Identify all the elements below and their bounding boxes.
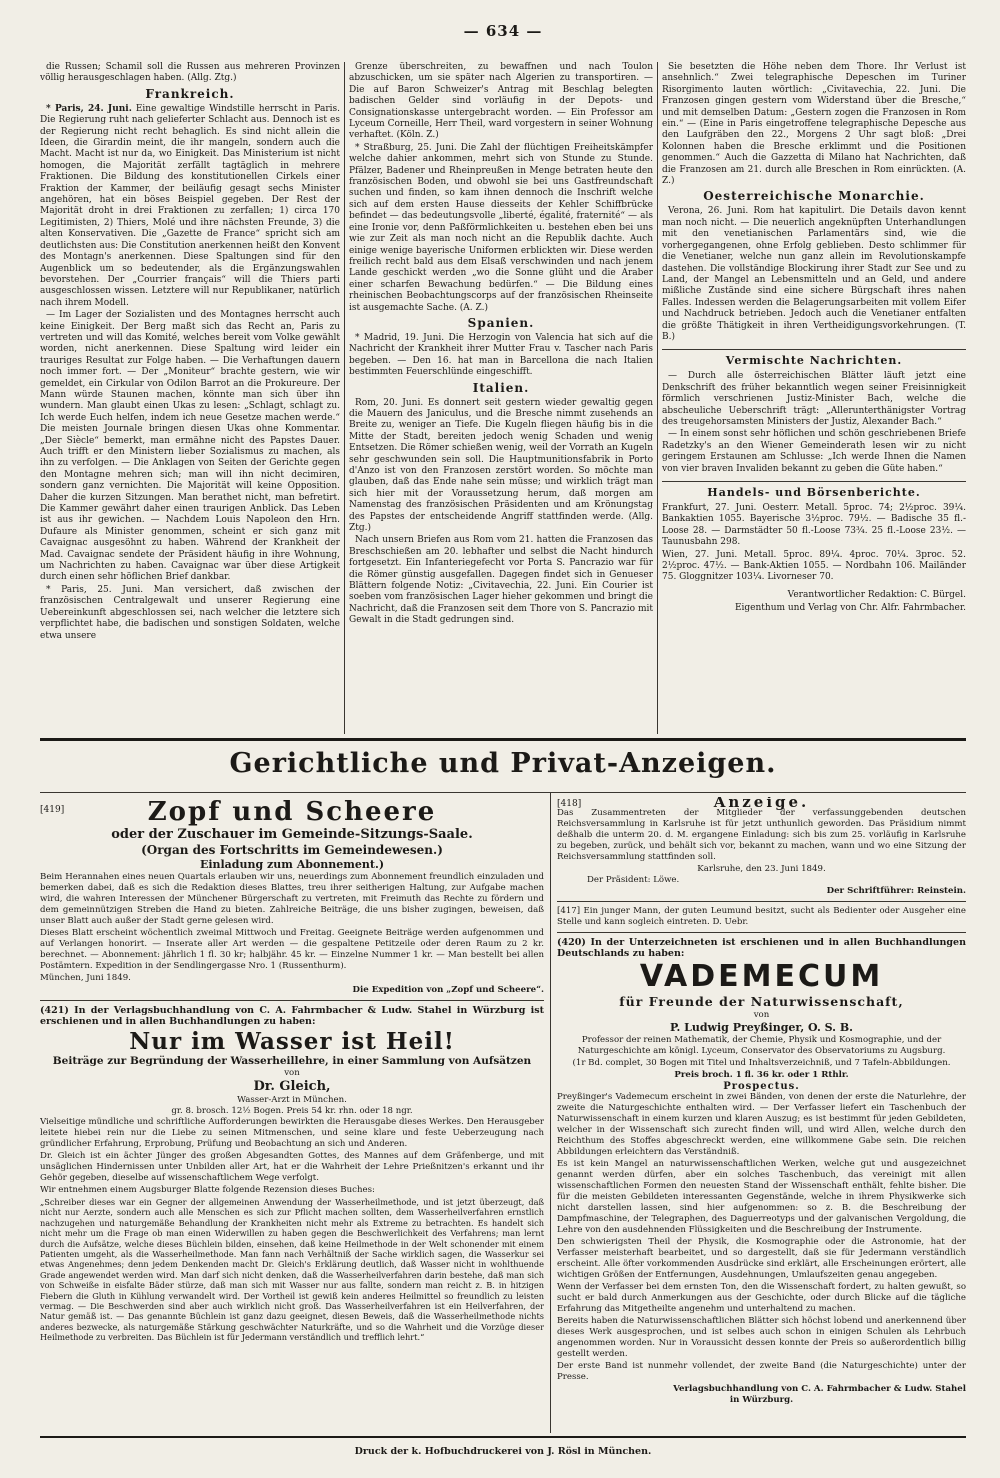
article-rom: Rom, 20. Juni. Es donnert seit gestern wieder gewaltig gegen die Mauern des Janiculus, und die Bresche nimmt zusehends an Breite zu, weniger an Tiefe. Die Kugeln fliegen häufig bis in die Mitte der Stadt, bereiten jedoch wenig Schaden und wenig Entsetzen. Die Römer schießen wenig, weil der Vorrath an Kugeln sehr geschwunden sein soll. Die Hauptmunitionsfabrik in Porto d'Anzo ist von den Franzosen zerstört worden. So möchte man glauben, daß das Ende nahe sein müsse; und wirklich trägt man sich hier mit der Voraussetzung herum, daß morgen am Namenstag des französischen Präsidenten und am Krönungstag des Papstes der entscheidende Angriff stattfinden werde. (Allg. Ztg.) [349,397,653,534]
ads-section [40,792,966,1432]
article-text: — Im Lager der Sozialisten und des Montagnes herrscht auch keine Einigkeit. Der Berg maßt sich das Recht an, Paris zu vertreten und will das Komité, welches bereit vom Volke gewählt worden, nicht anerkennen. Diese Spaltung wird leider ein trauriges Resultat zur Folge haben. — Die Verhaftungen dauern noch immer fort. — Der „Moniteur“ brachte gestern, wie wir gemeldet, ein Cirkular von Odilon Barrot an die Prokureure. Der Mann würde Staunen machen, könnte man sich über ihn wundern. Man glaubt einen Ukas zu lesen: „Schlagt, schlagt zu. Ich werde Euch helfen, indem ich neue Gesetze machen werde.“ Die meisten Journale bringen diesen Ukas ohne Kommentar. „Der Siècle“ bemerkt, man ermähne nicht des Papstes Dauer. Auch trifft er den Ministern lieber Sozialismus zu machen, als ihn zu verfolgen. — Die Anklagen von Seiten der Gerichte gegen den Montagne mehren sich; man will ihn nicht decimiren, sondern ganz vernichten. Die Majorität will keine Opposition. Daher die kurzen Sitzungen. Man berathet nicht, man befretirt. Die Kammer gewährt daher einen traurigen Anblick. Das Leben ist aus ihr gewichen. — Nachdem Louis Napoleon den Hrn. Dufaure als Minister genommen, scheint er sich ganz mit Cavaignac ausgesöhnt zu haben. Während der Krankheit der Mad. Cavaignac sendete der Präsident häufig in ihre Wohnung, um Nachrichten zu haben. Cavaignac war über diese Artigkeit durch einen sehr höflichen Brief dankbar. [40,310,340,583]
ad-body: Es ist kein Mangel an naturwissenschaftlichen Werken, welche gut und ausgezeichnet genannt werden dürfen, aber ein solches Taschenbuch, das vereinigt mit allen wissenschaftlichen Formen den neuesten Stand der Wissenschaft enthält, fehlte bisher. Die für die meisten Gebildeten interessanten Gegenstände, welche in ihrem Physikwerke sich nicht darstellen lassen, sind hier aufgenommen: so z. B. die Beschreibung der Dampfmaschine, der Telegraphen, des Daguerreotyps und der galvanischen Vergoldung, die Lehre von den ausdehnenden Flüssigkeiten und die Beschreibung der Instrumente. [557,1159,966,1235]
ad-417 [557,906,966,928]
ad-subtitle: Beiträge zur Begründung der Wasserheillehre, in einer Sammlung von Aufsätzen [52,1055,532,1067]
ad-title: Zopf und Scheere [147,797,437,827]
ad-title: Nur im Wasser ist Heil! [129,1028,455,1055]
article-text: Eine gewaltige Windstille herrscht in Paris. Die Regierung ruht nach gelieferter Schlacht aus. Dennoch ist es der Regierung nicht recht behaglich. Es sind nicht allein die Ideen, die Girardin meint, die ihr mangeln, sondern auch die Macht. Macht ist nur da, wo Einigkeit. Das Ministerium ist nicht homogen, die Majorität zerfällt tagtäglich in mehrere Fraktionen. Die Bildung des konstitutionellen Cirkels einer Fraktion der Kammer, der beiläufig gesagt sechs Minister angehören, hat ein böses Beispiel gegeben. Der Rest der Majorität droht in drei Fraktionen zu zerfallen; 1) circa 170 Legitimisten, 2) Thiers, Molé und ihre nächsten Freunde, 3) die alten Konservativen. Die „Gazette de France“ spricht sich am deutlichsten aus: Die Constitution anerkennen heißt den Konvent des Montagn's anerkennen. Diese Spaltungen sind für den Augenblick um so bedeutender, als die Ergänzungswahlen bevorstehen. Der „Courrier français“ will die Thiers parti ausgeschlossen wissen. Letztere will nur Republikaner, natürlich nach ihrem Modell. [40,103,340,308]
ads-right-column [557,797,966,1433]
article-paris [40,104,340,309]
ad-number: [418] [557,799,582,809]
ad-body: Dieses Blatt erscheint wöchentlich zweimal Mittwoch und Freitag. Geeignete Beiträge werden aufgenommen und auf Verlangen honorirt. — Inserate aller Art werden — die gespaltene Petitzeile oder deren Raum zu 2 kr. berechnet. — Abonnement: jährlich 1 fl. 30 kr; halbjähr. 45 kr. — Einzelne Nummer 1 kr. — Man bestellt bei allen Postämtern. Expedition in der Sendlingergasse Nro. 1 (Russenthurm). [40,928,544,971]
article-text: Sie besetzten die Höhe neben dem Thore. Ihr Verlust ist ansehnlich.“ Zwei telegraphische Depeschen im Turiner Risorgimento lauten wörtlich: „Civitavechia, 22. Juni. Die Franzosen gingen gestern vom Widerstand über die Bresche,“ und mit demselben Datum: „Gestern zogen die Franzosen in Rom ein.“ — (Eine in Paris eingetroffene telegraphische Depesche aus den Laufgräben den 22., Morgens 2 Uhr sagt bloß: „Drei Kolonnen haben die Bresche erklimmt und die Positionen genommen.“ Auch die Gazzetta di Milano hat Nachrichten, daß die Franzosen am 21. durch alle Breschen in Rom einrückten. (A. Z.) [662,62,966,187]
news-section [40,62,966,734]
column-1 [40,62,340,734]
ad-body: Das Zusammentreten der Mitglieder der verfassunggebenden deutschen Reichsversammlung in Karlsruhe ist für jetzt unthunlich geworden. Das Präsidium nimmt deßhalb die unterm 20. d. M. ergangene Einladung: sich bis zum 25. vorläufig in Karlsruhe zu begeben, zurück, und behält sich vor, bekannt zu machen, wann und wo eine Sitzung der Reichsversammlung stattfinden soll. [557,808,966,862]
dateline: * Paris, 24. Juni. [46,103,132,114]
ad-419 [40,797,544,996]
ads-banner: Gerichtliche und Privat-Anzeigen. [229,748,777,779]
ad-number: [419] [40,805,65,815]
column-divider [550,793,551,1433]
publisher-line: Eigenthum und Verlag von Chr. Alfr. Fahrmbacher. [734,603,966,614]
ad-price: gr. 8. brosch. 12½ Bogen. Preis 54 kr. rhn. oder 18 ngr. [171,1106,413,1116]
ad-publisher: In der Verlagsbuchhandlung von C. A. Fahrmbacher & Ludw. Stahel in Würzburg ist erschienen und in allen Buchhandlungen zu haben: [40,1005,544,1027]
ad-body: Preyßinger's Vademecum erscheint in zwei Bänden, von denen der erste die Naturlehre, der zweite die Naturgeschichte enthalten wird. — Der Verfasser liefert ein Taschenbuch der Naturwissenschaft in einem kurzen und klaren Auszug; es ist bestimmt für jeden Gebildeten, welcher in der Wissenschaft sich zurecht finden will, und wird Allen, welche durch den Reichthum des Stoffes abgeschreckt werden, eine willkommene Gabe sein. Die reichen Abbildungen erleichtern das Verständniß. [557,1092,966,1157]
article-text: — Durch alle österreichischen Blätter läuft jetzt eine Denkschrift des früher bekanntlich wegen seiner Freisinnigkeit förmlich verschrienen Justiz-Minister Bach, welche die abscheuliche Ueberschrift trägt: „Allerunterthänigster Vortrag des treugehorsamsten Ministers der Justiz, Alexander Bach.“ [662,371,966,427]
ad-subtitle: Einladung zum Abonnement.) [199,858,385,871]
ad-number: (420) [557,937,586,948]
market-wien: Wien, 27. Juni. Metall. 5proc. 89¼. 4proc. 70¼. 3proc. 52. 2½proc. 47½. — Bank-Aktien 1055. — Nordbahn 106. Mailänder 75. Gloggnitzer 103¼. Livorneser 70. [662,549,966,583]
ad-body: Ein junger Mann, der guten Leumund besitzt, sucht als Bedienter oder Ausgeher eine Stelle und kann sogleich eintreten. D. Uebr. [557,906,966,927]
ad-body: Der erste Band ist nunmehr vollendet, der zweite Band (die Naturgeschichte) unter der Presse. [557,1361,966,1382]
section-heading-austria: Oesterreichische Monarchie. [703,189,925,204]
section-heading-misc: Vermischte Nachrichten. [662,349,966,368]
ad-body: Vielseitige mündliche und schriftliche Aufforderungen bewirkten die Herausgabe dieses Werkes. Den Herausgeber leitete hiebei rein nur die Liebe zu seinen Mitmenschen, und seine klare und feste Ueberzeugung nach gründlicher Erfahrung, Erprobung, Prüfung und Beobachtung an sich und Anderen. [40,1117,544,1149]
ad-author: P. Ludwig Preyßinger, O. S. B. [670,1021,853,1034]
ad-signature: Die Expedition von „Zopf und Scheere“. [352,985,544,995]
article-strassburg: * Straßburg, 25. Juni. Die Zahl der flüchtigen Freiheitskämpfer welche dahier ankommen, mehrt sich von Stunde zu Stunde. Pfälzer, Badener und Rheinpreußen in Menge betraten heute den französischen Boden, und obwohl sie bei uns Gastfreundschaft suchen und finden, so kam ihnen dennoch die Inschrift welche sich auf dem ersten Hause diesseits der Kehler Schiffbrücke befindet — das bedeutungsvolle „liberté, égalité, fraternité“ — als eine Ironie vor, denn Paßförmlichkeiten u. bestehen eben bei uns wie zur Zeit als man noch nicht an die Republik dachte. Auch einige wenige bayerische Uniformen erblickten wir. Diese werden freilich recht bald aus dem Elsaß verschwinden und nach jenem Lande geschickt werden „wo die Sonne glüht und die Araber einer scharfen Bewachung bedürfen.“ — Die Bildung eines rheinischen Beobachtungscorps auf der französischen Rheinseite ist ausgemachte Sache. (A. Z.) [349,142,653,313]
ad-prospectus-heading: Prospectus. [723,1081,800,1092]
ad-volume: (1r Bd. complet, 30 Bogen mit Titel und Inhaltsverzeichniß, und 7 Tafeln-Abbildungen. [572,1058,951,1068]
ad-body: Beim Herannahen eines neuen Quartals erlauben wir uns, neuerdings zum Abonnement freundlich einzuladen und bemerken dabei, daß es sich die Redaktion dieses Blattes, treu ihrer seitherigen Haltung, zur Aufgabe machen wird, die wahren Interessen der Münchener Bürgerschaft zu vertreten, mit Freimuth das Rechte zu fördern und dem gemeinnützigen Streben die Hand zu bieten. Zahlreiche Beiträge, die uns bisher zugingen, beweisen, daß unser Blatt auch außer der Stadt gerne gelesen wird. [40,872,544,926]
ad-title: VADEMECUM [639,959,884,994]
page-number: — 634 — [463,22,543,40]
article-text: — In einem sonst sehr höflichen und schön geschriebenen Briefe Radetzky's an den Wiener Gemeinderath lesen wir zu nicht geringem Erstaunen am Schlusse: „Ich werde Ihnen die Namen von vier braven Invaliden bekannt zu geben die Güte haben.“ [662,429,966,474]
section-heading-spain: Spanien. [467,315,535,330]
ad-author-role: Wasser-Arzt in München. [237,1095,347,1105]
section-heading-france: Frankreich. [145,86,235,101]
ad-by: von [753,1010,770,1020]
ad-421 [40,1005,544,1343]
column-2 [349,62,653,734]
ad-subtitle: oder der Zuschauer im Gemeinde-Sitzungs-Saale. [111,827,473,842]
section-heading-market: Handels- und Börsenberichte. [662,481,966,500]
ads-left-column [40,797,544,1433]
ad-number: [417] [557,906,581,916]
ad-body: Wenn der Verfasser bei dem ernsten Ton, den die Wissenschaft fordert, zu halten gewußt, so sucht er bald durch Anmerkungen aus der Geschichte, oder durch Blicke auf die tägliche Erfahrung das Mitgetheilte angenehm und unterhaltend zu machen. [557,1282,966,1314]
ad-review: „Schreiber dieses war ein Gegner der allgemeinen Anwendung der Wasserheilmethode, und ist jetzt überzeugt, daß nicht nur Aerzte, sondern auch alle Menschen es sich zur Pflicht machen sollten, dem Wasserheilverfahren ernstlich nachzugehen und naturgemäße Behandlung der Krankheiten nicht mehr als Extreme zu betrachten. Es handelt sich nicht mehr um die Frage ob man einen Widerwillen zu haben gegen die Beschwerlichkeit des Verfahrens; man lernt durch die Aufsätze, welche dieses Büchlein bilden, einsehen, daß keine Heilmethode in der Welt schonender mit einem Patienten umgeht, als die Wasserheilmethode. Man fann nach Verhältniß der Sache wirklich sagen, die Wasserkur sei etwas Angenehmes; denn jedem Denkenden macht Dr. Gleich's Erklärung deutlich, daß Wasser nicht in wohlthuende Grade angewendet werden wird. Man darf sich nicht denken, daß die Wasserheilverfahren darin bestehe, daß man sich von Schweiße in eisfalte Bäder stürze, daß man sich mit Wasser nur aus fallte, sondern man reicht z. B. in hitzigen Fiebern die Gluth in Kühlung verwandelt wird. Der Vortheil ist gewiß kein anderes Heilmittel so freundlich zu leisten vermag. — Die Beschwerden sind aber auch wirklich nicht groß. Das Wasserheilverfahren ist ein Heilverfahren, der Natur gemäß ist. — Das genannte Büchlein ist ganz dazu geeignet, diesen Beweis, daß die Wasserheilmethode nichts anderes bezwecke, als naturgemäße Stärkung geschwächter Naturkräfte, und so die Wahrheit und die Vorzüge dieser Heilmethode zu verbreiten. Das Büchlein ist für Jedermann verständlich und trefflich lehrt.“ [40,1197,544,1343]
ad-subtitle: für Freunde der Naturwissenschaft, [619,994,904,1009]
ad-title: Anzeige. [713,797,810,811]
printer-footer: Druck der k. Hofbuchdruckerei von J. Rösl in München. [40,1436,966,1457]
ad-publisher: In der Unterzeichneten ist erschienen und in allen Buchhandlungen Deutschlands zu haben: [557,937,966,959]
section-rule [40,738,966,741]
ad-date: München, Juni 1849. [40,973,131,983]
editor-line: Verantwortlicher Redaktion: C. Bürgel. [787,589,966,600]
ad-signature: in Würzburg. [729,1395,794,1405]
ad-body: Dr. Gleich ist ein ächter Jünger des großen Abgesandten Gottes, des Mannes auf dem Gräfenberge, und mit unsäglichen Hindernissen unter Unbilden aller Art, hat er die Wahrheit der Lehre Prießnitzen's erkannt und ihr Gehör gegeben, dieselbe auf wissenschaftlichem Wege verfolgt. [40,1151,544,1183]
ad-secretary: Der Schriftführer: Reinstein. [826,886,966,896]
article-text: die Russen; Schamil soll die Russen aus mehreren Provinzen völlig herausgeschlagen haben. (Allg. Ztg.) [40,62,340,84]
column-divider [657,62,658,734]
article-text: Grenze überschreiten, zu bewaffnen und nach Toulon abzuschicken, um sie später nach Algerien zu transportiren. — Die auf Baron Schweizer's Antrag mit Beschlag belegten badischen Gelder sind vorläufig in der Depots- und Consignationskasse untergebracht worden. — Ein Professor am Lyceum Corneille, Herr Theil, ward vorgestern in seiner Wohnung verhaftet. (Köln. Z.) [349,62,653,141]
ad-signature: Verlagsbuchhandlung von C. A. Fahrmbacher & Ludw. Stahel [673,1384,966,1394]
market-frankfurt: Frankfurt, 27. Juni. Oesterr. Metall. 5proc. 74; 2½proc. 39¼. Bankaktien 1055. Bayerische 3½proc. 79½. — Badische 35 fl.-Loose 28. — Darmstädter 50 fl.-Loose 73¾. 25 fl.-Loose 23½. — Taunusbahn 298. [662,503,966,548]
ad-author: Dr. Gleich, [253,1079,331,1094]
ad-subtitle: (Organ des Fortschritts im Gemeindewesen.) [141,843,443,857]
market-report [662,503,966,584]
newspaper-page [40,22,966,1462]
ad-by: von [284,1068,300,1078]
ad-separator [557,932,966,933]
ad-price: Preis broch. 1 fl. 36 kr. oder 1 Rthlr. [674,1070,849,1080]
ad-number: (421) [40,1005,69,1016]
article-madrid: * Madrid, 19. Juni. Die Herzogin von Valencia hat sich auf die Nachricht der Krankheit ihrer Mutter Frau v. Tascher nach Paris begeben. — Den 16. hat man in Barcellona die nach Italien bestimmten Feuerschlünde eingeschifft. [349,332,653,378]
ad-body: Bereits haben die Naturwissenschaftlichen Blätter sich höchst lobend und anerkennend über dieses Werk ausgesprochen, und ist selbes auch schon in einigen Schulen als Lehrbuch angenommen worden. Nur in Voraussicht dessen konnte der Preis so außerordentlich billig gestellt werden. [557,1316,966,1359]
article-verona: Verona, 26. Juni. Rom hat kapitulirt. Die Details davon kennt man noch nicht. — Die neuerlich angeknüpften Unterhandlungen mit den venetianischen Parlamentärs sind, wie die vorhergegangenen, ohne Erfolg geblieben. Desto schlimmer für die Venetianer, welche nun ganz allein im Revolutionskampfe dastehen. Die vollständige Blockirung ihrer Stadt zur See und zu Land, der Mangel an Lebensmitteln und an Geld, und andere mißliche Zustände sind eine sichere Bürgschaft ihres nahen Falles. Indessen werden die Belagerungsarbeiten mit vollem Eifer und Nachdruck betrieben. Jedoch auch die Venetianer entfalten die größte Thätigkeit in ihren Vertheidigungsvorkehrungen. (T. B.) [662,206,966,342]
ad-separator [557,901,966,902]
ad-president: Der Präsident: Löwe. [587,875,680,885]
ad-body: Wir entnehmen einem Augsburger Blatte folgende Rezension dieses Buches: [40,1185,375,1195]
ad-418 [557,797,966,897]
article-text: Nach unsern Briefen aus Rom vom 21. hatten die Franzosen das Breschschießen am 20. lebhafter und selbst die Nacht hindurch fortgesetzt. Ein Infanteriegefecht vor Porta S. Pancrazio war für die Römer günstig ausgefallen. Dagegen findet sich in Genueser Blättern folgende Notiz: „Civitavechia, 22. Juni. Ein Courier ist soeben vom französischen Lager hieher gekommen und bringt die Nachricht, daß die Franzosen seit dem Thore von S. Pancrazio mit Gewalt in die Stadt gedrungen sind. [349,535,653,626]
article-text: * Paris, 25. Juni. Man versichert, daß zwischen der französischen Centralgewalt und unserer Regierung eine Uebereinkunft abgeschlossen sei, nach welcher die letztere sich verpflichtet habe, die badischen und sonstigen Soldaten, welche etwa unsere [40,584,340,641]
ad-separator [40,1000,544,1001]
ad-420 [557,937,966,1406]
column-3 [662,62,966,734]
ad-date: Karlsruhe, den 23. Juni 1849. [697,864,826,874]
ad-credentials: Professor der reinen Mathematik, der Chemie, Physik und Kosmographie, und der Naturgeschichte am königl. Lyceum, Conservator des Observatoriums zu Augsburg. [577,1035,946,1056]
section-heading-italy: Italien. [472,380,530,395]
ad-body: Den schwierigsten Theil der Physik, die Kosmographie oder die Astronomie, hat der Verfasser meisterhaft bearbeitet, und so dargestellt, daß sie für Jedermann verständlich erscheint. Alle öfter vorkommenden Ausdrücke sind erklärt, alle Erscheinungen erörtert, alle wichtigen Größen der Entfernungen, Ausdehnungen, Umlaufszeiten genau angegeben. [557,1237,966,1280]
column-divider [344,62,345,734]
